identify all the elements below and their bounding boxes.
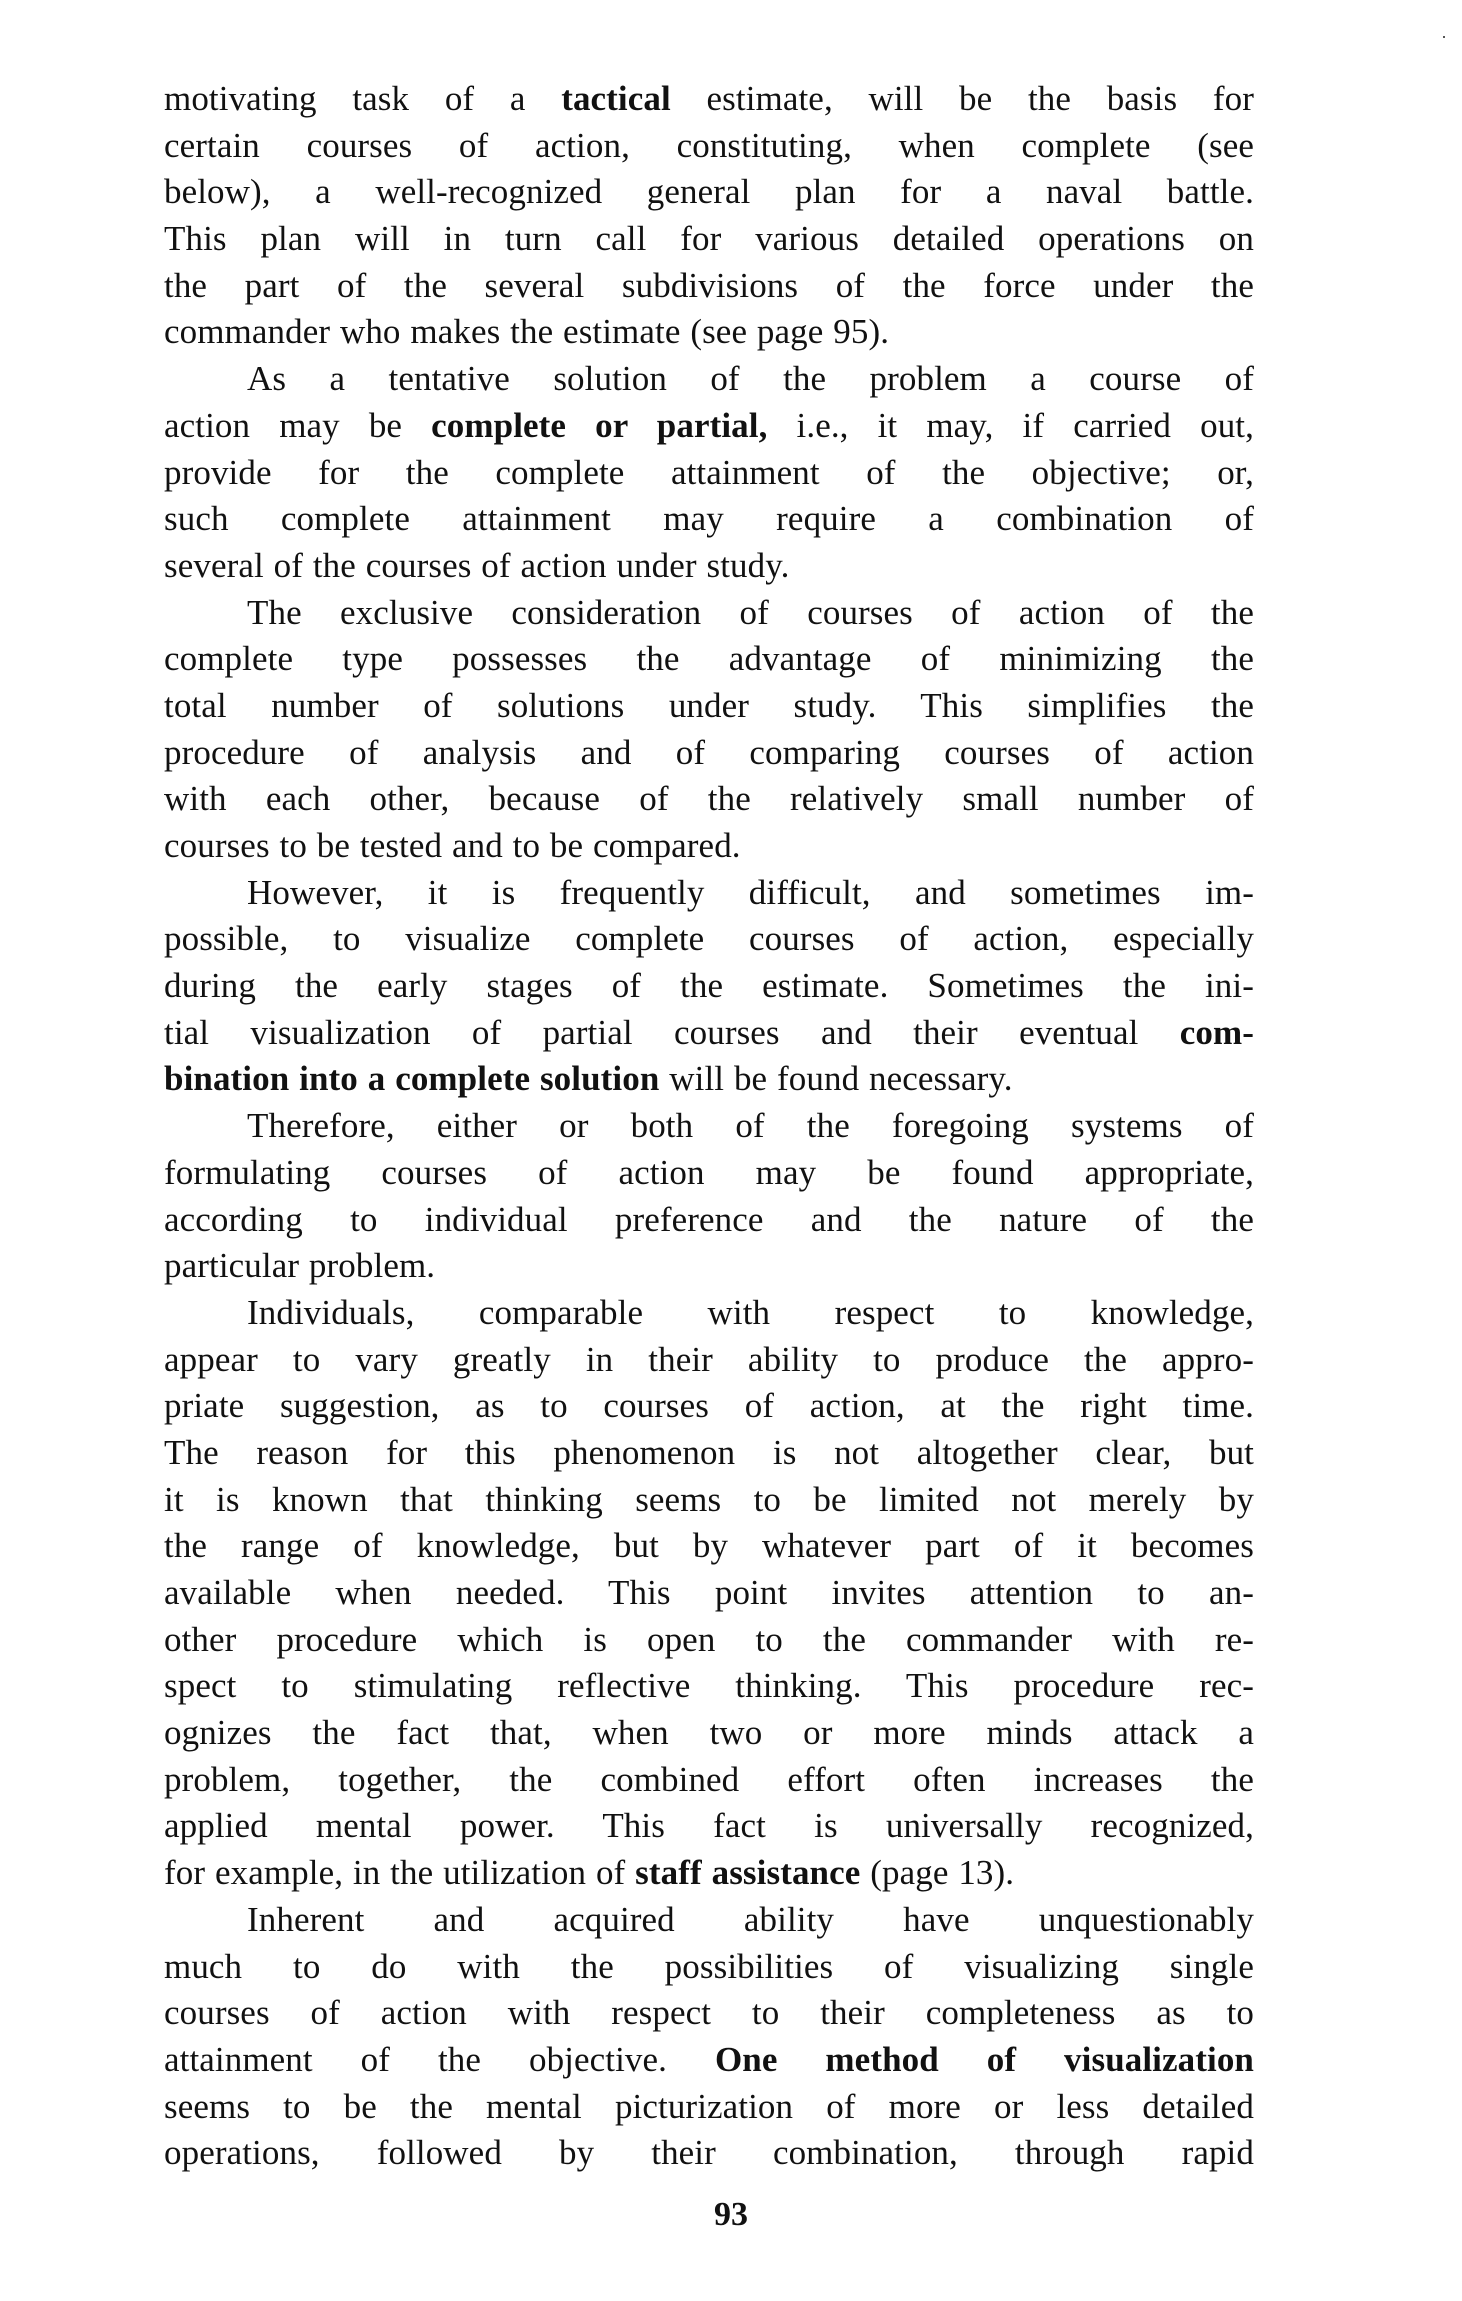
paragraph [164,1290,1254,1897]
text-run: Therefore, either or both of the foregoing systems of [247,1106,1254,1146]
text-line [164,1523,1254,1570]
text-line [164,1056,1254,1103]
text-run: the part of the several subdivisions of the force under the [164,265,1254,305]
text-run: possible, to visualize complete courses of action, especially [164,919,1254,959]
text-run: such complete attainment may require a combination of [164,499,1254,539]
text-line [164,1150,1254,1197]
text-run: with each other, because of the relatively small number of [164,779,1254,819]
text-run: formulating courses of action may be found appropriate, [164,1152,1254,1192]
text-run: the range of knowledge, but by whatever part of it becomes [164,1526,1254,1566]
text-line [164,403,1254,450]
text-run: will be found necessary. [659,1059,1013,1099]
text-run: tial visualization of partial courses and their eventual [164,1012,1180,1052]
bold-term: bination into a complete solution [164,1059,660,1099]
text-run: spect to stimulating reflective thinking. This procedure rec- [164,1666,1254,1706]
text-line [164,76,1254,123]
text-run: during the early stages of the estimate. Sometimes the ini- [164,966,1254,1006]
text-run: The exclusive consideration of courses of action of the [247,592,1254,632]
paragraph [164,870,1254,1103]
text-run: Individuals, comparable with respect to knowledge, [247,1292,1254,1332]
text-run: motivating task of a [164,79,562,118]
text-run: As a tentative solution of the problem a course of [247,359,1254,399]
text-line [164,1337,1254,1384]
paragraph [164,1103,1254,1290]
page-number: 93 [714,2196,748,2233]
text-line [164,1944,1254,1991]
bold-term: tactical [561,79,671,118]
bold-term: staff assistance [635,1853,861,1893]
text-line [164,730,1254,777]
text-run: estimate, will be the basis for [670,79,1254,118]
text-line [164,683,1254,730]
text-run: ognizes the fact that, when two or more minds attack a [164,1713,1254,1753]
text-line [164,1663,1254,1710]
text-line [164,263,1254,310]
text-run: below), a well-recognized general plan for a naval battle. [164,172,1254,212]
text-run: particular problem. [164,1246,436,1286]
text-line [164,496,1254,543]
text-run: Inherent and acquired ability have unquestionably [247,1899,1254,1939]
text-run: priate suggestion, as to courses of action, at the right time. [164,1386,1254,1426]
text-run: i.e., it may, if carried out, [767,405,1254,445]
text-line [164,1803,1254,1850]
text-line [164,216,1254,263]
text-run: complete type possesses the advantage of minimizing the [164,639,1254,679]
text-run: This plan will in turn call for various detailed operations on [164,219,1254,259]
text-run: provide for the complete attainment of the objective; or, [164,452,1254,492]
text-line [164,1710,1254,1757]
text-run: courses to be tested and to be compared. [164,826,741,865]
text-run: commander who makes the estimate (see page 95). [164,312,890,352]
bold-term: One method of visualization [714,2039,1254,2079]
text-line [164,169,1254,216]
text-run: (page 13). [860,1853,1015,1893]
text-line [164,590,1254,637]
text-line [164,1243,1254,1290]
text-run: However, it is frequently difficult, and sometimes im- [247,872,1254,912]
text-line [164,1617,1254,1664]
text-run: total number of solutions under study. This simplifies the [164,685,1254,725]
bold-term: com- [1179,1012,1254,1052]
text-run: problem, together, the combined effort often increases the [164,1759,1254,1799]
text-line [164,1430,1254,1477]
text-run: other procedure which is open to the commander with re- [164,1619,1254,1659]
text-run: for example, in the utilization of [164,1853,636,1893]
text-run: it is known that thinking seems to be limited not merely by [164,1479,1254,1519]
text-line [164,823,1254,870]
text-run: The reason for this phenomenon is not altogether clear, but [164,1432,1254,1472]
text-line [164,356,1254,403]
text-line [164,1477,1254,1524]
text-run: certain courses of action, constituting, when complete (see [164,125,1254,165]
text-run: available when needed. This point invites attention to an- [164,1573,1254,1612]
text-line [164,636,1254,683]
paragraph [164,76,1254,356]
text-run: procedure of analysis and of comparing courses of action [164,732,1254,772]
text-line [164,1383,1254,1430]
paragraph [164,1897,1254,2177]
text-line [164,1290,1254,1337]
text-run: much to do with the possibilities of visualizing single [164,1946,1254,1986]
text-line [164,309,1254,356]
paragraph [164,356,1254,589]
paragraph [164,590,1254,870]
text-line [164,1850,1254,1897]
text-line [164,776,1254,823]
text-line [164,1103,1254,1150]
text-line [164,916,1254,963]
text-line [164,2130,1254,2177]
text-line [164,1570,1254,1617]
text-run: seems to be the mental picturization of more or less detailed [164,2086,1254,2126]
text-line [164,123,1254,170]
text-line [164,2037,1254,2084]
text-line [164,963,1254,1010]
text-run: operations, followed by their combination, through rapid [164,2133,1254,2173]
text-line [164,1897,1254,1944]
text-run: appear to vary greatly in their ability to produce the appro- [164,1339,1254,1379]
text-line [164,450,1254,497]
text-run: attainment of the objective. [164,2039,715,2079]
text-line [164,543,1254,590]
text-line [164,1197,1254,1244]
text-run: applied mental power. This fact is universally recognized, [164,1806,1254,1846]
text-run: according to individual preference and the nature of the [164,1199,1254,1239]
text-line [164,1990,1254,2037]
text-line [164,1010,1254,1057]
text-run: action may be [164,405,432,445]
scan-speck [1443,36,1445,38]
text-line [164,1757,1254,1804]
page-body-text [164,76,1254,2177]
text-run: courses of action with respect to their completeness as to [164,1993,1254,2033]
text-run: several of the courses of action under study. [164,545,790,585]
text-line [164,2084,1254,2131]
text-line [164,870,1254,917]
bold-term: complete or partial, [431,405,768,445]
